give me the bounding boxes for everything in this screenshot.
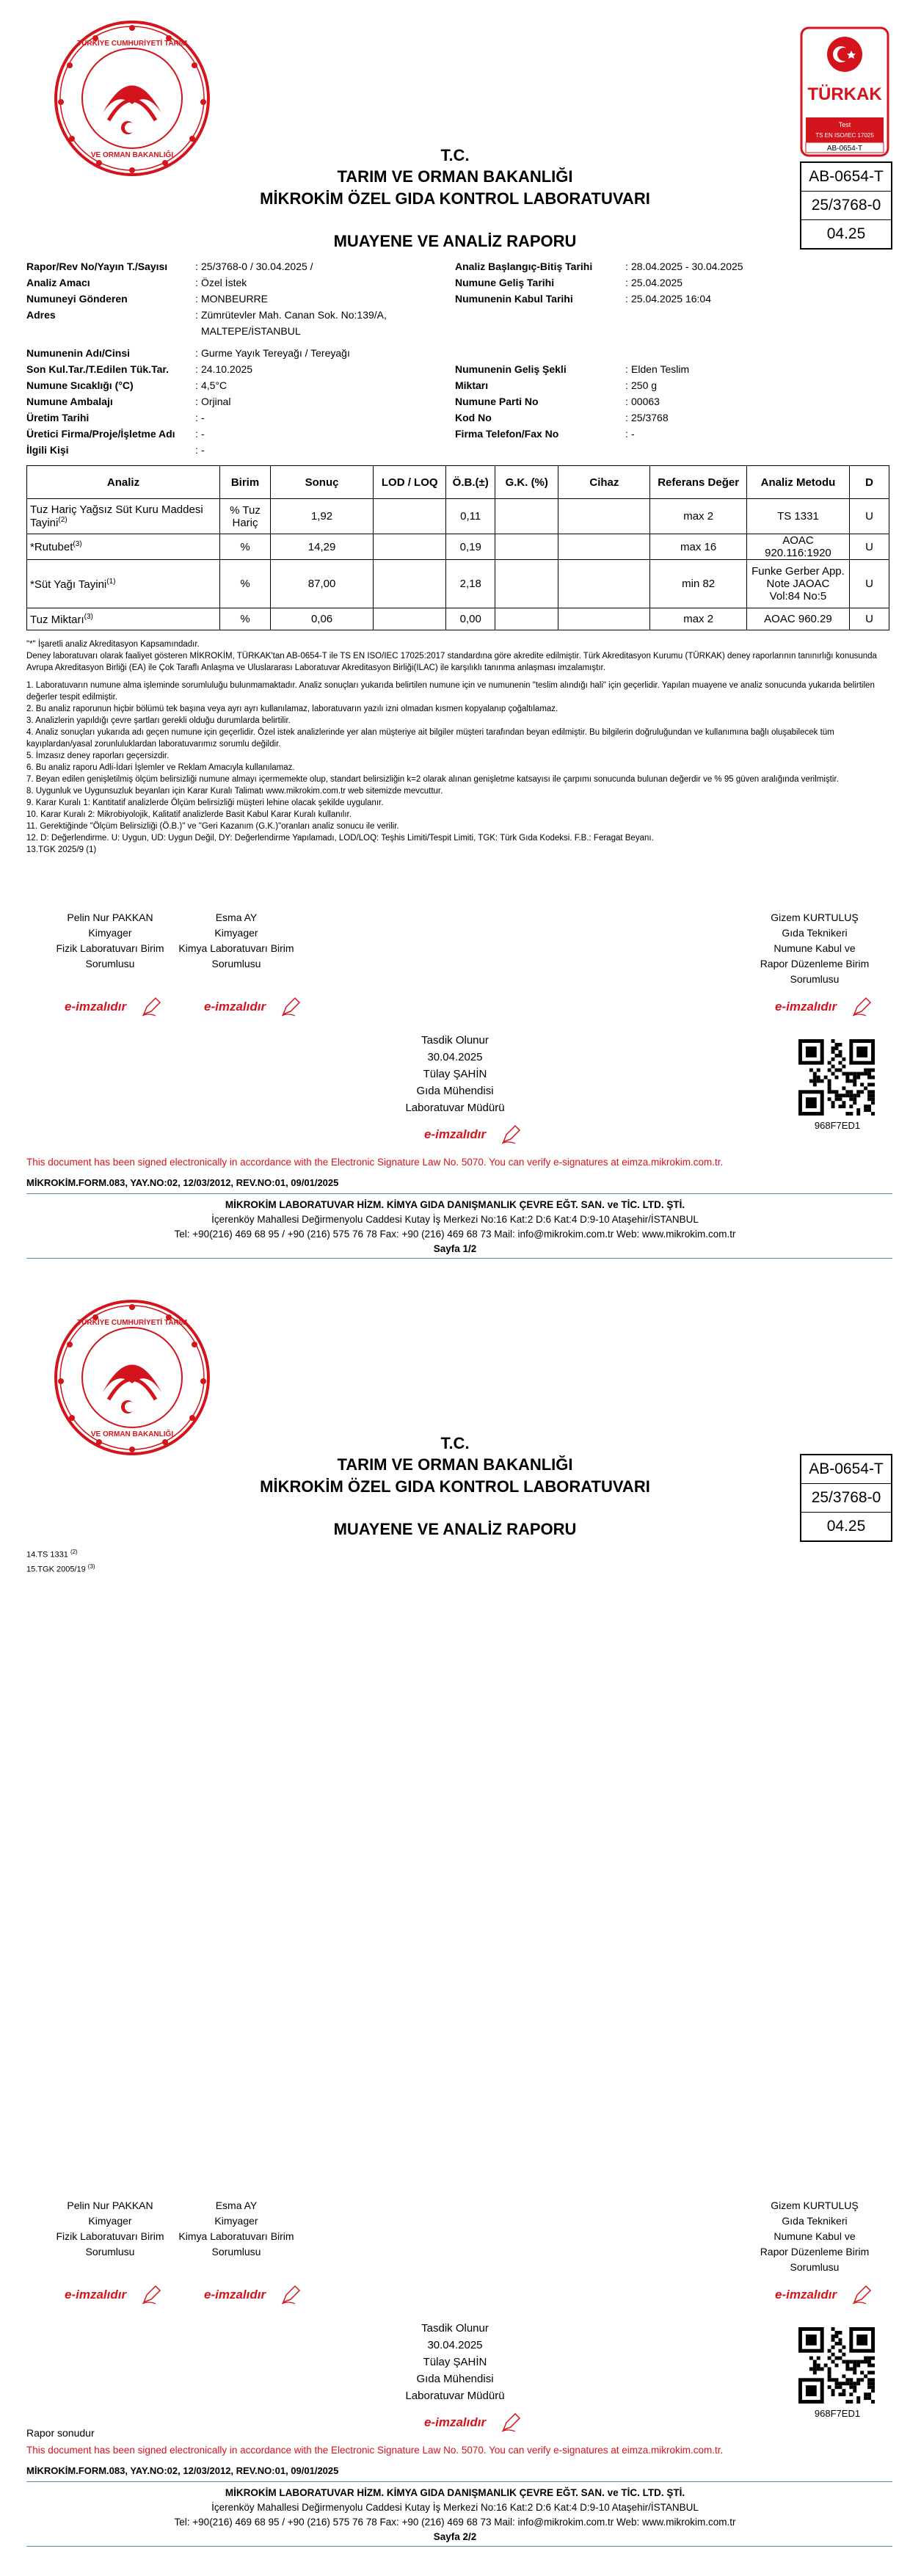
col-header: Analiz — [27, 466, 220, 499]
esign-stamp: e-imzalıdır — [775, 2288, 837, 2302]
approval-block: Tasdik Olunur 30.04.2025 Tülay ŞAHİN Gıda Mühendisi Laboratuvar Müdürü — [405, 2322, 505, 2402]
col-header: Ö.B.(±) — [446, 466, 495, 499]
header-tc: T.C. — [440, 146, 470, 164]
info-row: Numune Parti No : 00063 — [455, 396, 660, 407]
pen-icon — [141, 997, 161, 1017]
info-row: Numune Geliş Tarihi : 25.04.2025 — [455, 277, 683, 288]
col-header: LOD / LOQ — [374, 466, 446, 499]
note-line: Deney laboratuvarı olarak faaliyet gösteren MİKROKİM, TÜRKAK'tan AB-0654-T ile TS EN ISO/IEC 17025:2017 standardına göre akredite edilmiştir. Türk Akreditasyon Kurumu (TÜRKAK) deney raporlarının tanınırlığı konusunda Avrupa Akreditasyon Birliği (EA) ile Çok Taraflı Anlaşma ve Uluslararası Laboratuvar Akreditasyon Birliği(ILAC) ile karşılıklı tanınma anlaşması imzalamıştır. — [26, 652, 877, 672]
qr-code — [798, 1039, 875, 1116]
esign-stamp-manager: e-imzalıdır — [424, 2415, 486, 2430]
esign-stamp: e-imzalıdır — [65, 2288, 126, 2302]
info-row: Son Kul.Tar./T.Edilen Tük.Tar. : 24.10.2025 — [26, 363, 253, 375]
note-line: 3. Analizlerin yapıldığı çevre şartları gerekli olduğu durumlarda belirtilir. — [26, 716, 291, 725]
esign-statement: This document has been signed electronically in accordance with the Electronic Signature Law No. 5070. You can verify e-signatures at eimza.mikrokim.com.tr. — [26, 2445, 724, 2456]
info-row: Rapor/Rev No/Yayın T./Sayısı : 25/3768-0 / 30.04.2025 / — [26, 261, 313, 272]
note-line: 2. Bu analiz raporunun hiçbir bölümü tek başına veya ayrı ayrı kullanılamaz, laboratuvarın yazılı izni olmadan kısmen kopyalanıp çoğaltılamaz. — [26, 705, 558, 713]
report-code-box: AB-0654-T 25/3768-0 04.25 — [800, 1454, 892, 1542]
esign-stamp: e-imzalıdır — [65, 1000, 126, 1014]
info-row: Numune Ambalajı : Orjinal — [26, 396, 231, 407]
note-line: 11. Gerektiğinde "Ölçüm Belirsizliği (Ö.B.)" ve "Geri Kazanım (G.K.)"oranları analiz sonucu ile verilir. — [26, 822, 399, 831]
note-line: 6. Bu analiz raporu Adli-İdari İşlemler ve Reklam Amacıyla kullanılamaz. — [26, 763, 295, 772]
info-row: Adres : Zümrütevler Mah. Canan Sok. No:139/A, — [26, 309, 387, 321]
pen-icon — [280, 2285, 301, 2305]
qr-code — [798, 2327, 875, 2404]
report-number: 25/3768-0 — [801, 192, 891, 220]
note-line: 1. Laboratuvarın numune alma işleminde sorumluluğu bulunmamaktadır. Analiz sonuçları yukarıda belirtilen numune için ve numunenin "teslim alındığı hali" için geçerlidir. Yapılan muayene ve analiz sonucunda yukarıda belirtilen değerler tespit edilmiştir. — [26, 681, 875, 702]
divider — [26, 2546, 892, 2547]
signatory-2: Esma AY Kimyager Kimya Laboratuvarı Birim Sorumlusu — [178, 912, 294, 969]
info-row: Numunenin Kabul Tarihi : 25.04.2025 16:04 — [455, 293, 711, 305]
info-row: Üretici Firma/Proje/İşletme Adı : - — [26, 428, 205, 440]
pen-icon — [851, 2285, 872, 2305]
esign-stamp: e-imzalıdır — [204, 1000, 266, 1014]
company-footer: MİKROKİM LABORATUVAR HİZM. KİMYA GIDA DANIŞMANLIK ÇEVRE EĞT. SAN. ve TİC. LTD. ŞTİ. İçerenköy Mahallesi Değirmenyolu Caddesi Kutay İş Merkezi No:16 Kat:2 D:6 Kat:4 D:9-10 Ataşehir/İSTANBUL Tel: +90(216) 469 68 95 / +90 (216) 575 76 78 Fax: +90 (216) 469 68 73 Mail: info@mikrokim.com.tr Web: www.mikrokim.com.tr Sayfa 1/2 — [0, 1198, 910, 1256]
note-line: 10. Karar Kuralı 2: Mikrobiyolojik, Kalitatif analizlerde Basit Kabul Karar Kuralı kullanılır. — [26, 810, 352, 819]
seal-text: TÜRKİYE CUMHURİYETİ TARIM — [77, 40, 187, 48]
report-header: T.C. TARIM VE ORMAN BAKANLIĞI MİKROKİM ÖZEL GIDA KONTROL LABORATUVARI MUAYENE VE ANALİZ RAPORU — [260, 1434, 650, 1538]
turkak-logo — [800, 26, 889, 157]
signatory-2: Esma AY Kimyager Kimya Laboratuvarı Birim Sorumlusu — [178, 2200, 294, 2257]
header-report-title: MUAYENE VE ANALİZ RAPORU — [333, 232, 577, 250]
signatory-3: Gizem KURTULUŞ Gıda Teknikeri Numune Kabul ve Rapor Düzenleme Birim Sorumlusu — [760, 2200, 870, 2273]
note-line: "*" İşaretli analiz Akreditasyon Kapsamındadır. — [26, 640, 200, 649]
info-right-block — [455, 258, 866, 442]
col-header: Birim — [220, 466, 271, 499]
report-header — [0, 145, 910, 252]
form-number: MİKROKİM.FORM.083, YAY.NO:02, 12/03/2012, REV.NO:01, 09/01/2025 — [26, 1177, 339, 1188]
turkak-standard: TS EN ISO/IEC 17025 — [815, 132, 874, 139]
divider — [26, 1258, 892, 1259]
info-left-block — [26, 258, 437, 458]
note-line: 4. Analiz sonuçları yukarıda adı geçen numune için geçerlidir. Özel istek analizlerinde yer alan müşteriye ait bilgiler müşteri tarafından beyan edilmiştir. Bu bilgilerin doğruluğundan ve kullanımına bağlı oluşabilecek tüm kayıplardan/yasal zorunluluklardan laboratuvarımız sorumlu değildir. — [26, 728, 834, 749]
esign-stamp: e-imzalıdır — [775, 1000, 837, 1014]
pen-icon — [500, 2412, 521, 2433]
info-row: Numuneyi Gönderen : MONBEURRE — [26, 293, 269, 305]
header-lab: MİKROKİM ÖZEL GIDA KONTROL LABORATUVARI — [260, 189, 650, 208]
turkak-code: AB-0654-T — [826, 145, 863, 153]
note-line: 15.TGK 2005/19 $^{(3)}$ — [26, 1562, 95, 1574]
table-header-row — [27, 466, 889, 499]
note-line: 14.TS 1331 $^{(2)}$ — [26, 1549, 78, 1560]
pen-icon — [851, 997, 872, 1017]
info-row: Miktarı : 250 g — [455, 379, 658, 391]
table-row: Tuz Hariç Yağsız Süt Kuru Maddesi Tayini$^{(2)}$ % Tuz Hariç 1,92 0,11 max 2 TS 1331 U — [27, 499, 889, 534]
col-header: D — [850, 466, 889, 499]
qr-verification-code: 968F7ED1 — [814, 1120, 861, 1131]
col-header: Sonuç — [271, 466, 374, 499]
info-row: Analiz Amacı : Özel İstek — [26, 277, 247, 288]
header-ministry: TARIM VE ORMAN BAKANLIĞI — [337, 167, 573, 186]
pen-icon — [500, 1124, 521, 1145]
note-line: 5. İmzasız deney raporları geçersizdir. — [26, 752, 170, 760]
info-row: Numune Sıcaklığı (°C) : 4,5°C — [26, 379, 228, 391]
divider — [26, 2481, 892, 2482]
company-footer: MİKROKİM LABORATUVAR HİZM. KİMYA GIDA DANIŞMANLIK ÇEVRE EĞT. SAN. ve TİC. LTD. ŞTİ. İçerenköy Mahallesi Değirmenyolu Caddesi Kutay İş Merkezi No:16 Kat:2 D:6 Kat:4 D:9-10 Ataşehir/İSTANBUL Tel: +90(216) 469 68 95 / +90 (216) 575 76 78 Fax: +90 (216) 469 68 73 Mail: info@mikrokim.com.tr Web: www.mikrokim.com.tr Sayfa 2/2 — [0, 2486, 910, 2544]
col-header: Analiz Metodu — [746, 466, 849, 499]
reference-notes — [26, 1546, 95, 1575]
esign-stamp: e-imzalıdır — [204, 2288, 266, 2302]
table-row: *Rutubet$^{(3)}$ % 14,29 0,19 max 16 AOAC 920.116:1920 U — [27, 534, 889, 560]
approval-block: Tasdik Olunur 30.04.2025 Tülay ŞAHİN Gıda Mühendisi Laboratuvar Müdürü — [405, 1034, 505, 1114]
form-number: MİKROKİM.FORM.083, YAY.NO:02, 12/03/2012, REV.NO:01, 09/01/2025 — [26, 2465, 339, 2476]
col-header: G.K. (%) — [495, 466, 558, 499]
info-row: Analiz Başlangıç-Bitiş Tarihi : 28.04.2025 - 30.04.2025 — [455, 261, 743, 272]
svg-text:VE ORMAN BAKANLIĞI: VE ORMAN BAKANLIĞI — [90, 151, 174, 159]
info-row: Numunenin Adı/Cinsi : Gurme Yayık Tereyağı / Tereyağı — [26, 347, 350, 359]
signatory-1: Pelin Nur PAKKAN Kimyager Fizik Laboratuvarı Birim Sorumlusu — [56, 2200, 164, 2257]
pen-icon — [280, 997, 301, 1017]
page-number: Sayfa 1/2 — [433, 1243, 477, 1254]
esign-statement: This document has been signed electronically in accordance with the Electronic Signature Law No. 5070. You can verify e-signatures at eimza.mikrokim.com.tr. — [26, 1157, 724, 1168]
table-row: *Süt Yağı Tayini$^{(1)}$ % 87,00 2,18 min 82 Funke Gerber App. Note JAOAC Vol:84 No:5 U — [27, 560, 889, 608]
divider — [26, 1193, 892, 1194]
report-page-2 — [0, 1288, 910, 2576]
info-row: Firma Telefon/Fax No : - — [455, 428, 635, 440]
esign-stamp-manager: e-imzalıdır — [424, 1127, 486, 1142]
signatory-3: Gizem KURTULUŞ Gıda Teknikeri Numune Kabul ve Rapor Düzenleme Birim Sorumlusu — [760, 912, 870, 985]
turkak-test: Test — [838, 121, 851, 128]
note-line: 7. Beyan edilen genişletilmiş ölçüm belirsizliği numune almayı içermemekte olup, standart belirsizliğin k=2 olarak alınan genişletme katsayısı ile çarpımı sonucunda bulunan değerdir ve % 95 güven aralığında verilmiştir. — [26, 775, 839, 784]
col-header: Referans Değer — [650, 466, 747, 499]
info-row: Numunenin Geliş Şekli : Elden Teslim — [455, 363, 690, 375]
page-number: Sayfa 2/2 — [433, 2531, 477, 2542]
turkak-name: TÜRKAK — [807, 84, 882, 104]
revision-date: 04.25 — [826, 225, 866, 242]
pen-icon — [141, 2285, 161, 2305]
note-line: 8. Uygunluk ve Uygunsuzluk beyanları için Karar Kuralı Talimatı www.mikrokim.com.tr web sitemizde mevcuttur. — [26, 787, 443, 796]
info-row: MALTEPE/İSTANBUL — [201, 325, 301, 337]
qr-verification-code: 968F7ED1 — [814, 2408, 861, 2419]
info-row: İlgili Kişi : - — [26, 444, 205, 456]
report-end-note: Rapor sonudur — [26, 2427, 95, 2439]
signatory-1: Pelin Nur PAKKAN Kimyager Fizik Laboratuvarı Birim Sorumlusu — [56, 912, 164, 969]
info-row: Üretim Tarihi : - — [26, 412, 205, 423]
col-header: Cihaz — [558, 466, 650, 499]
accreditation-code: AB-0654-T — [801, 163, 891, 192]
svg-text:VE ORMAN BAKANLIĞI: VE ORMAN BAKANLIĞI — [90, 1430, 174, 1438]
note-line: 13.TGK 2025/9 (1) — [26, 845, 97, 854]
note-line: 9. Karar Kuralı 1: Kantitatif analizlerde Ölçüm belirsizliği müşteri lehine olacak şekilde uygulanır. — [26, 798, 384, 807]
info-row: Kod No : 25/3768 — [455, 412, 669, 423]
table-row: Tuz Miktarı$^{(3)}$ % 0,06 0,00 max 2 AOAC 960.29 U — [27, 608, 889, 630]
svg-text:TÜRKİYE CUMHURİYETİ TARIM: TÜRKİYE CUMHURİYETİ TARIM — [77, 1319, 187, 1327]
results-table — [26, 465, 889, 630]
note-line: 12. D: Değerlendirme. U: Uygun, UD: Uygun Değil, DY: Değerlendirme Yapılamadı, LOD/LOQ: Teşhis Limiti/Tespit Limiti, TGK: Türk Gıda Kodeksi. F.B.: Feragat Beyanı. — [26, 834, 654, 843]
report-notes — [26, 638, 892, 856]
